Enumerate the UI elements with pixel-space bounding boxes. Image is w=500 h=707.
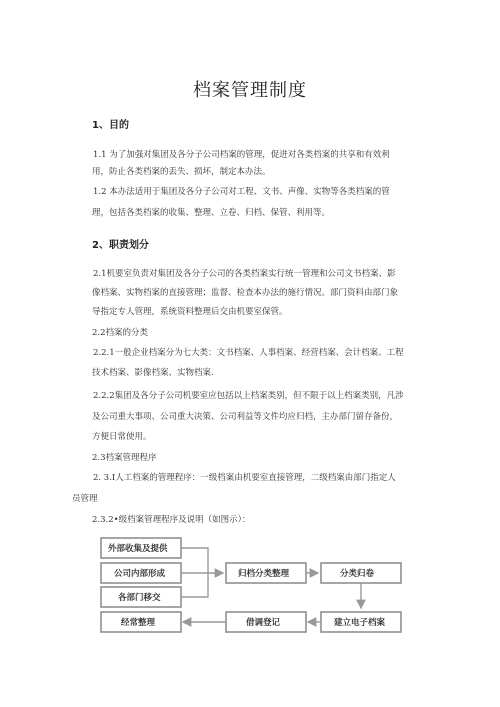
paragraph-line: 2.2.2集团及各分子公司机要室应包括以上档案类别，但不限于以上档案类别，凡涉: [93, 391, 404, 401]
box-label: 建立电子档案: [334, 618, 386, 628]
paragraph-line: 1.2 本办法适用于集团及各分子公司对工程、文书、声像、实物等各类档案的管: [93, 187, 390, 197]
box-internal-formation: [101, 563, 181, 583]
paragraph-line: 导指定专人管理，系统资料整理后交由机要室保管。: [92, 307, 288, 317]
box-external-collection: [101, 538, 181, 558]
paragraph-line: 2.3.2•级档案管理程序及说明（如图示）：: [92, 515, 251, 525]
box-borrow-register: [226, 612, 306, 632]
paragraph-line: 及公司重大事项、公司重大决策、公司利益等文件均应归档，主办部门留存备份，: [92, 412, 399, 422]
paragraph-line: 2.2.1一般企业档案分为七大类：文书档案、人事档案、经营档案、会计档案、工程: [93, 348, 404, 358]
box-label: 外部收集及提供: [108, 544, 168, 554]
box-label: 各部门移交: [118, 593, 161, 603]
box-label: 公司内部形成: [114, 569, 166, 579]
paragraph-line: 员管理: [72, 494, 98, 504]
box-label: 分类归卷: [340, 569, 375, 579]
box-label: 归档分类整理: [238, 569, 290, 579]
paragraph-line: 1.1 为了加强对集团及各分子公司档案的管理，促进对各类档案的共享和有效利: [93, 150, 390, 160]
box-routine-sorting: [101, 612, 181, 632]
paragraph-line: 方便日常使用。: [92, 432, 152, 442]
section-heading-purpose: 1、目的: [92, 120, 129, 131]
box-label: 经常整理: [121, 618, 156, 628]
page-title: 档案管理制度: [193, 80, 307, 101]
paragraph-line: 用，防止各类档案的丢失、损坏，制定本办法。: [92, 167, 271, 177]
paragraph-line: 2.3档案管理程序: [92, 453, 157, 463]
paragraph-line: 技术档案、影像档案、实物档案.: [92, 368, 214, 378]
box-electronic-archive: [321, 612, 401, 632]
paragraph-line: 2.2档案的分类: [92, 328, 149, 338]
box-classify: [321, 563, 401, 583]
box-department-transfer: [101, 587, 181, 607]
box-archive-sort: [226, 563, 306, 583]
paragraph-line: 2. 3.I人工档案的管理程序：一级档案由机要室直接管理，二级档案由部门指定人: [93, 473, 396, 483]
paragraph-line: 像档案、实物档案的直接管理；监督、检查本办法的施行情况。部门资料由部门象: [92, 288, 399, 298]
box-label: 借调登记: [246, 618, 281, 628]
paragraph-line: 理，包括各类档案的收集、整理、立卷、归档、保管、利用等。: [92, 208, 331, 218]
section-heading-responsibilities: 2、职责划分: [92, 240, 149, 251]
paragraph-line: 2.1机要室负责对集团及各分子公司的各类档案实行统一管理和公司文书档案、影: [93, 269, 396, 279]
